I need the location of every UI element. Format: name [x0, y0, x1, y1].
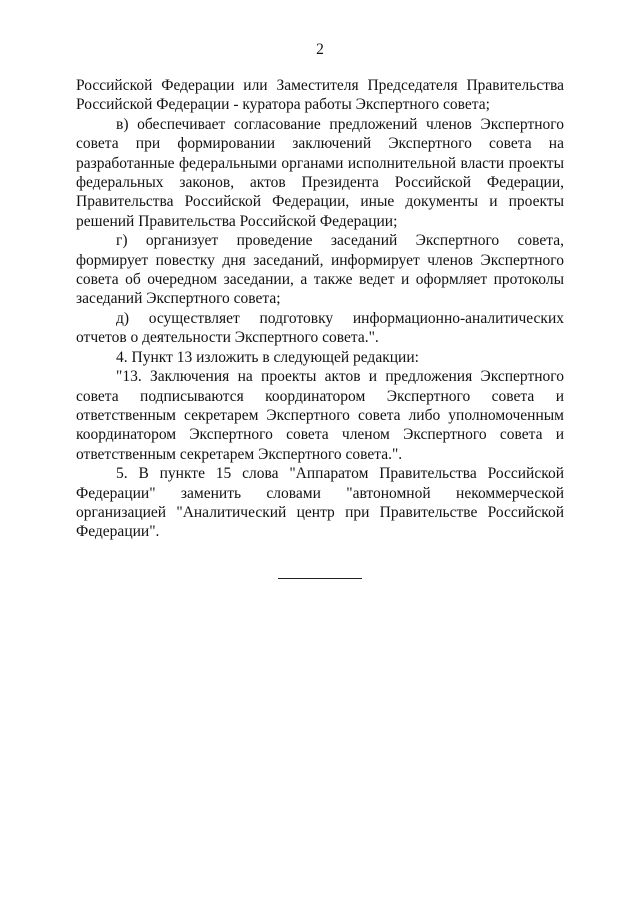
- paragraph-point-4: 4. Пункт 13 изложить в следующей редакции:: [116, 348, 419, 366]
- paragraph-item-v: в) обеспечивает согласование предложений членов Экспертного совета при формировании заключений Экспертного совета на разработанные федеральными органами исполнительной власти проекты федеральных законов, актов Президента Российской Федерации, Правительства Российской Федерации, иные документы и проекты решений Правительства Российской Федерации;: [76, 115, 564, 230]
- paragraph-point-13-quote: "13. Заключения на проекты актов и предложения Экспертного совета подписываются координатором Экспертного совета и ответственным секретарем Экспертного совета либо уполномоченным координатором Экспертного совета членом Экспертного совета и ответственным секретарем Экспертного совета.".: [76, 368, 564, 463]
- document-body: [76, 76, 564, 542]
- paragraph-item-g: г) организует проведение заседаний Экспертного совета, формирует повестку дня заседаний, информирует членов Экспертного совета об очередном заседании, а также ведет и оформляет протоколы заседаний Экспертного совета;: [76, 232, 564, 308]
- paragraph-item-d: д) осуществляет подготовку информационно-аналитических отчетов о деятельности Экспертного совета.".: [76, 309, 564, 347]
- paragraph-point-5: 5. В пункте 15 слова "Аппаратом Правительства Российской Федерации" заменить словами "автономной некоммерческой организацией "Аналитический центр при Правительстве Российской Федерации".: [76, 465, 564, 541]
- end-of-document-rule: [278, 578, 362, 579]
- paragraph-continuation: Российской Федерации или Заместителя Председателя Правительства Российской Федерации - куратора работы Экспертного совета;: [76, 77, 564, 114]
- page-number: 2: [316, 41, 324, 58]
